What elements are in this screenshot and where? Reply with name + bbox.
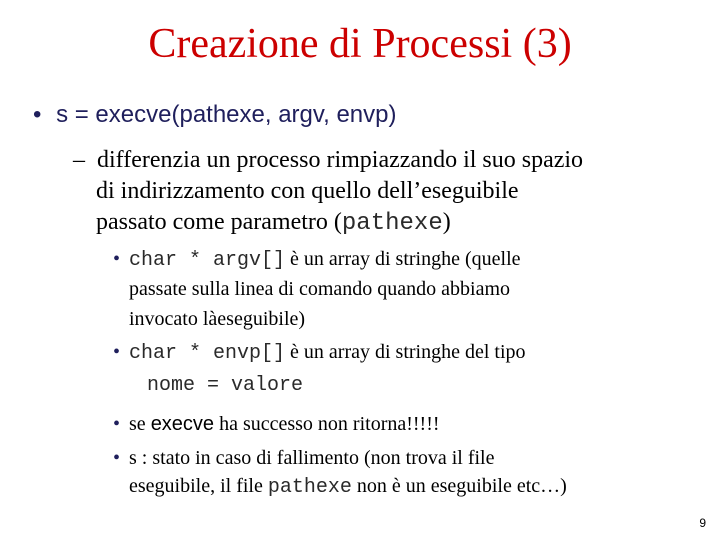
pathexe-code: pathexe xyxy=(341,210,443,237)
bullet-glyph: • xyxy=(33,101,42,128)
execve-post: ha successo non ritorna!!!!! xyxy=(214,413,440,435)
description-line-1: differenzia un processo rimpiazzando il suo spazio xyxy=(97,147,584,173)
slide-title: Creazione di Processi (3) xyxy=(148,21,572,67)
execve-code: execve xyxy=(150,413,215,435)
bullet-glyph: • xyxy=(113,447,121,469)
bullet-glyph: • xyxy=(113,341,121,363)
s-pathexe-code: pathexe xyxy=(267,476,352,499)
s-line-1: s : stato in caso di fallimento (non trova il file xyxy=(129,447,495,469)
dash-glyph: – xyxy=(73,147,85,173)
description-line-3 xyxy=(96,207,451,239)
description-line-3-end: ) xyxy=(442,209,451,235)
item-execve-returns xyxy=(113,410,440,438)
bullet-execve-signature xyxy=(33,100,396,130)
item-argv xyxy=(113,245,521,275)
bullet-glyph: • xyxy=(113,413,121,435)
argv-text: è un array di stringhe (quelle xyxy=(285,248,521,270)
page-number: 9 xyxy=(699,516,706,530)
s-line-2-post: non è un eseguibile etc…) xyxy=(351,475,567,497)
description-line-2: di indirizzamento con quello dell’eseguibile xyxy=(96,178,519,204)
description-line-3-text: passato come parametro ( xyxy=(96,209,342,235)
envp-code: char * envp[] xyxy=(129,342,286,365)
s-line-2 xyxy=(129,472,567,502)
execve-pre: se xyxy=(129,413,151,435)
bullet-glyph: • xyxy=(113,248,121,270)
argv-code: char * argv[] xyxy=(129,249,286,272)
execve-signature-text: s = execve(pathexe, argv, envp) xyxy=(56,101,397,128)
item-envp xyxy=(113,338,526,368)
item-s-status xyxy=(113,444,495,472)
s-line-2-pre: eseguibile, il file xyxy=(129,475,268,497)
envp-text: è un array di stringhe del tipo xyxy=(285,341,526,363)
argv-line-3: invocato làeseguibile) xyxy=(129,308,306,330)
envp-format-code: nome = valore xyxy=(147,374,304,397)
argv-line-2: passate sulla linea di comando quando abbiamo xyxy=(129,278,511,300)
sub-item-description xyxy=(73,145,583,176)
